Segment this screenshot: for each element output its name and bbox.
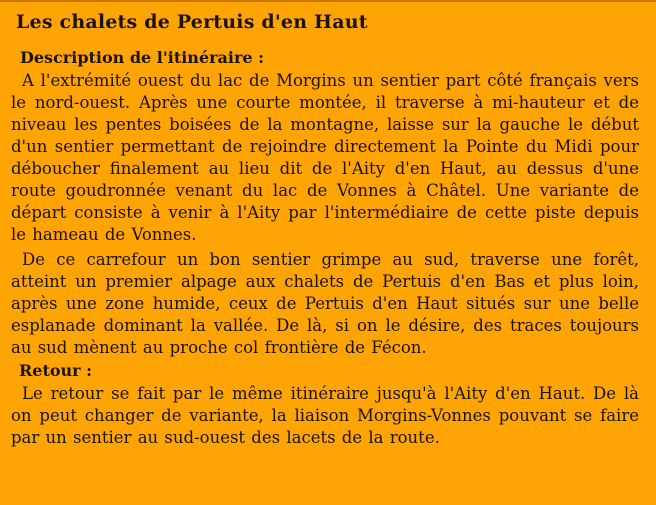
page-title: Les chalets de Pertuis d'en Haut	[16, 11, 368, 33]
paragraph-itineraire-1: A l'extrémité ouest du lac de Morgins un sentier part côté français vers le nord-ouest. Après une courte montée, il traverse à mi-hauteur et de niveau les pentes boisées de la montagne, laisse sur la gauche le début d'un sentier permettant de rejoindre directement la Pointe du Midi pour déboucher finalement au lieu dit de l'Aity d'en Haut, au dessus d'une route goudronnée venant du lac de Vonnes à Châtel. Une variante de départ consiste à venir à l'Aity par l'intermédiaire de cette piste depuis le hameau de Vonnes.	[11, 71, 639, 244]
paragraph-itineraire-2: De ce carrefour un bon sentier grimpe au sud, traverse une forêt, atteint un premier alpage aux chalets de Pertuis d'en Bas et plus loin, après une zone humide, ceux de Pertuis d'en Haut situés sur une belle esplanade dominant la vallée. De là, si on le désire, des traces toujours au sud mènent au proche col frontière de Fécon.	[11, 250, 639, 357]
paragraph-retour-1: Le retour se fait par le même itinéraire jusqu'à l'Aity d'en Haut. De là on peut changer de variante, la liaison Morgins-Vonnes pouvant se faire par un sentier au sud-ouest des lacets de la route.	[11, 384, 639, 447]
section-heading-retour: Retour :	[19, 361, 93, 380]
section-heading-itineraire: Description de l'itinéraire :	[20, 48, 265, 67]
top-rule	[0, 0, 656, 2]
